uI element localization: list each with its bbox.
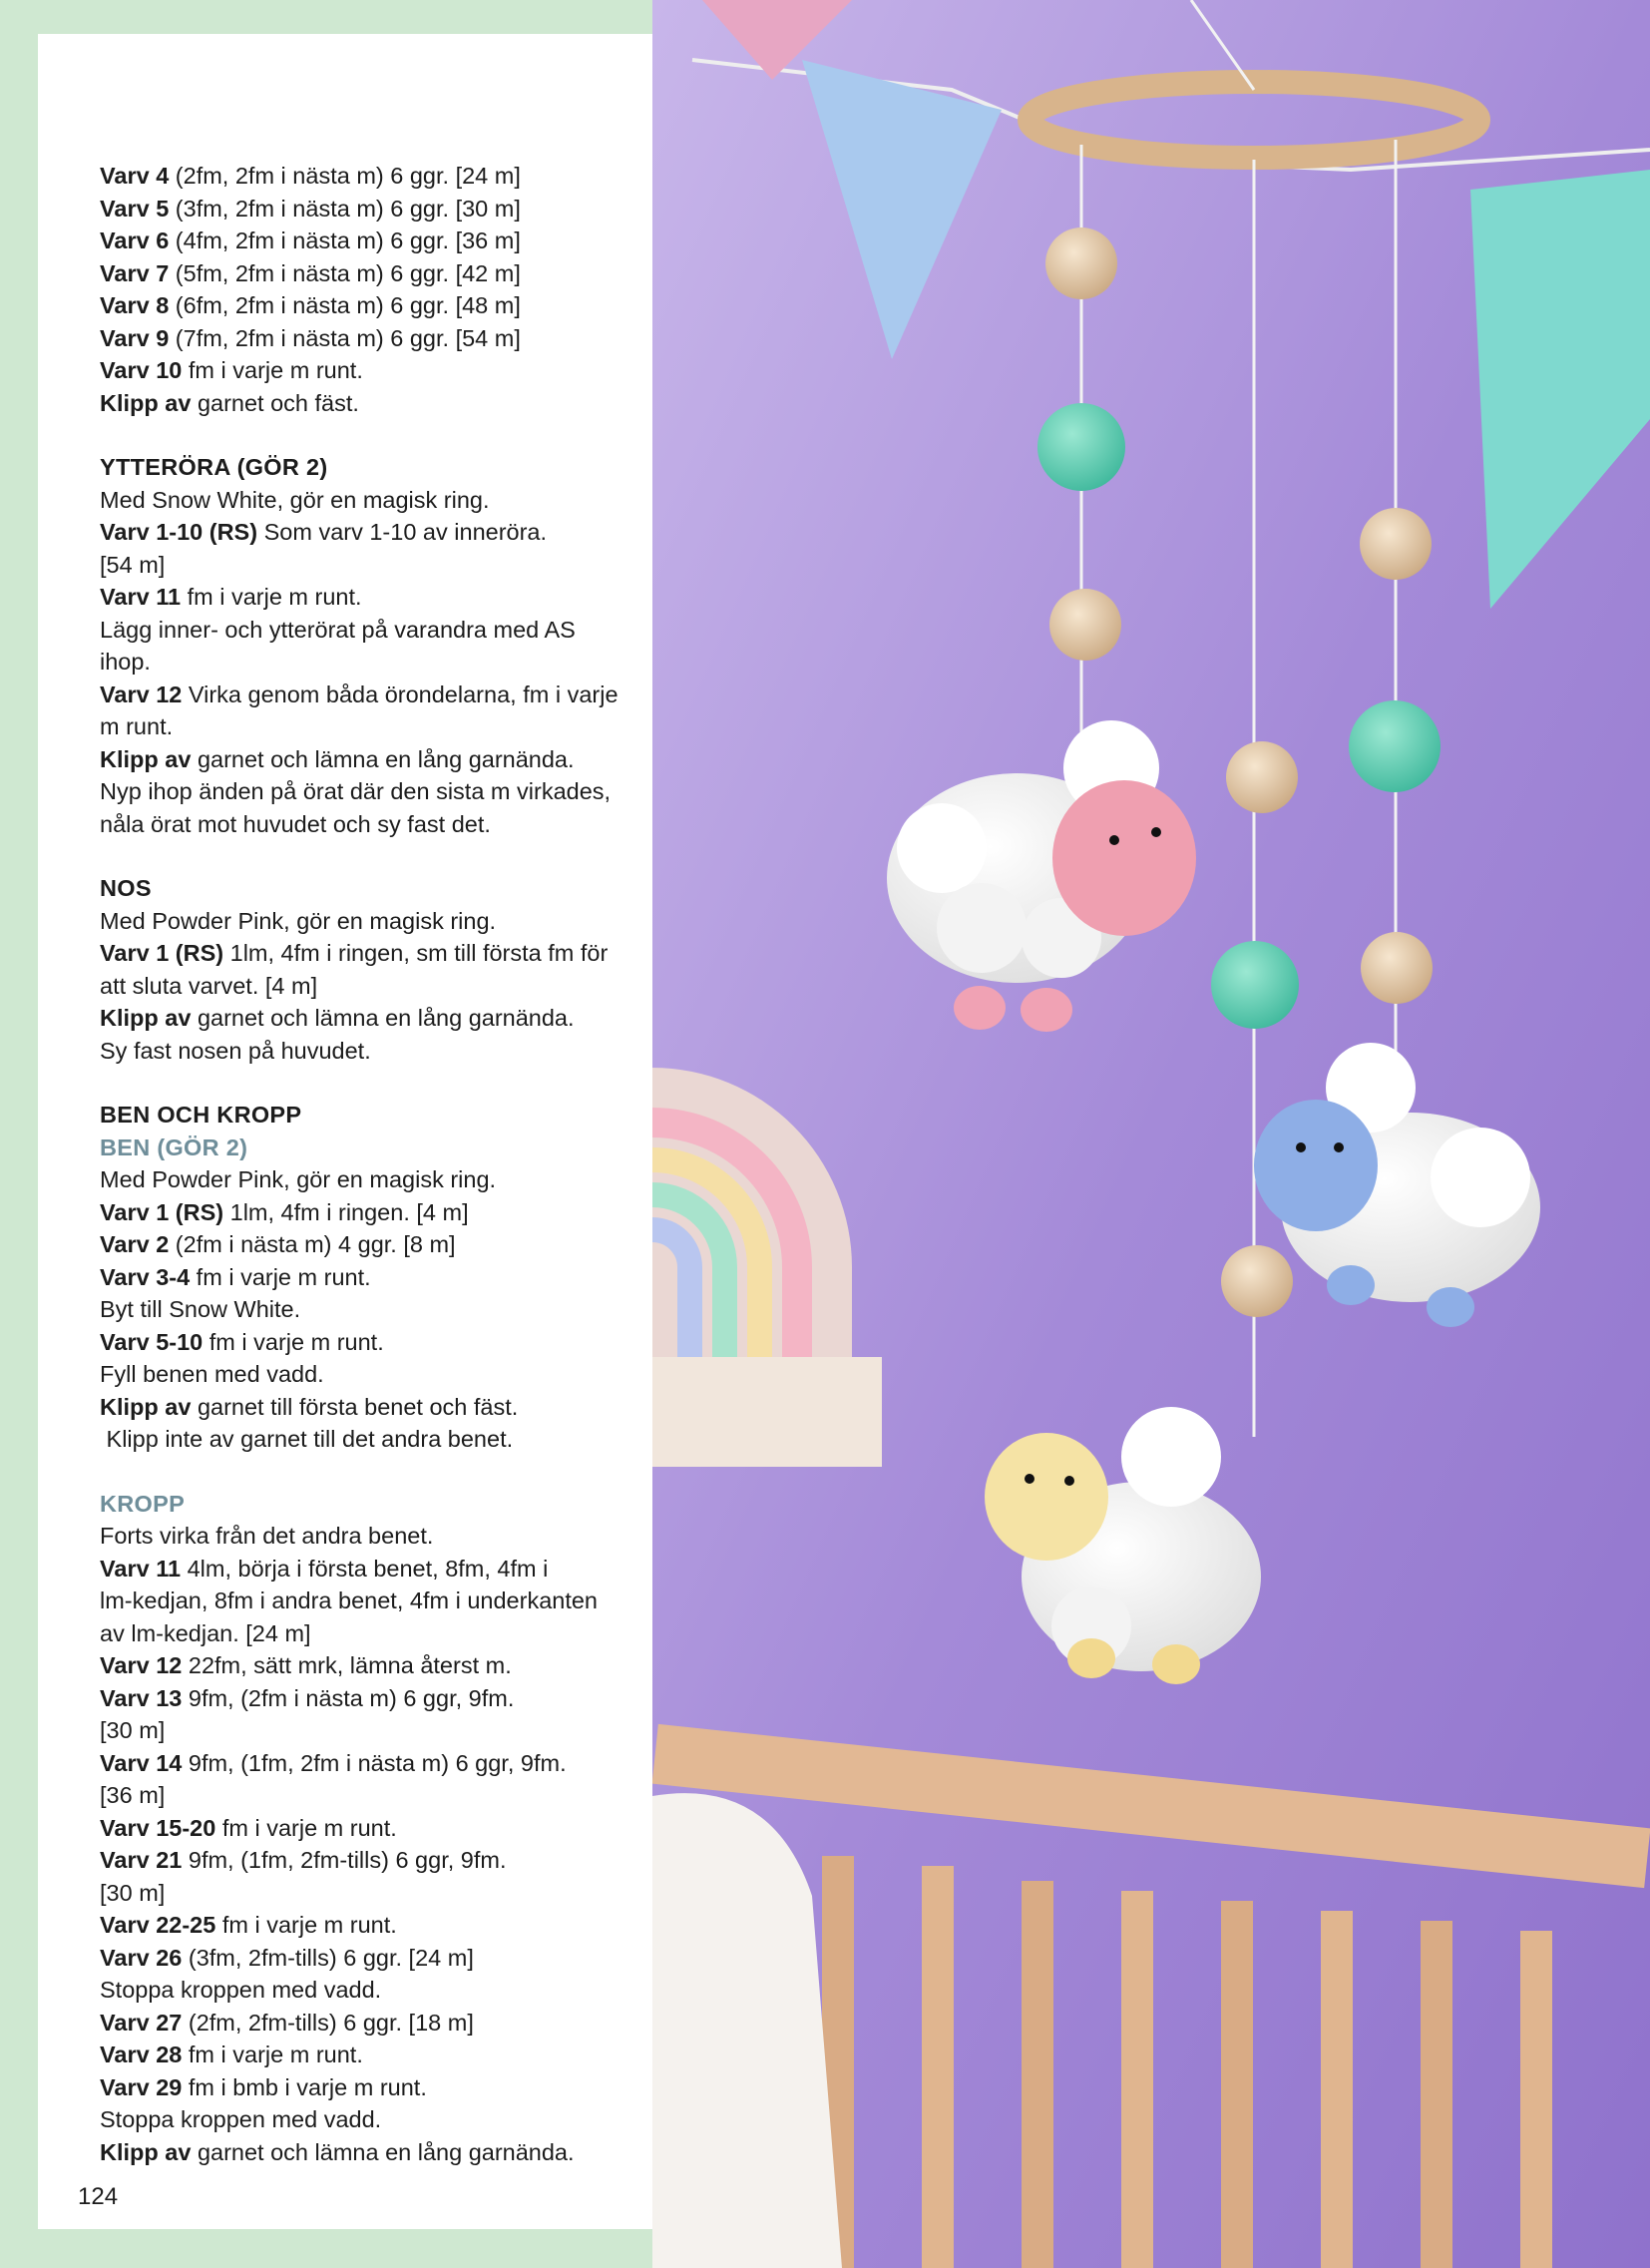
instruction-text: Nyp ihop änden på örat där den sista m virkades,	[100, 778, 612, 804]
instruction-text: Sy fast nosen på huvudet.	[100, 1037, 371, 1064]
instruction-line	[100, 516, 638, 549]
round-label: Varv 22-25	[100, 1912, 216, 1938]
instruction-text: (2fm, 2fm i nästa m) 6 ggr. [24 m]	[169, 163, 521, 189]
mint-crochet-bead	[1211, 941, 1299, 1029]
instruction-text: [30 m]	[100, 1879, 166, 1906]
instruction-text: garnet till första benet och fäst.	[191, 1393, 519, 1420]
round-label: Varv 14	[100, 1749, 183, 1776]
section-heading: NOS	[100, 875, 152, 901]
wooden-bead	[1360, 508, 1432, 580]
section-subheading: KROPP	[100, 1490, 186, 1517]
page-number: 124	[78, 2183, 119, 2210]
instruction-text: fm i varje m runt.	[190, 1263, 371, 1290]
section-heading: BEN OCH KROPP	[100, 1102, 302, 1128]
instruction-text: Stoppa kroppen med vadd.	[100, 2106, 382, 2132]
instruction-line	[100, 581, 638, 614]
instruction-line	[100, 1391, 638, 1424]
wooden-bead	[1226, 741, 1298, 813]
instruction-text: garnet och lämna en lång garnända.	[191, 2138, 575, 2165]
instruction-line	[100, 1326, 638, 1359]
instruction-line	[100, 1682, 638, 1715]
sheep-mobile-photo	[652, 0, 1650, 2268]
instruction-line	[100, 1553, 638, 1586]
mint-crochet-bead	[1349, 700, 1441, 792]
instruction-text: lm-kedjan, 8fm i andra benet, 4fm i underkanten	[100, 1588, 598, 1613]
round-label: Varv 28	[100, 2041, 183, 2067]
instruction-line	[100, 1228, 638, 1261]
instruction-line	[100, 1617, 638, 1650]
instruction-line	[100, 257, 638, 290]
round-label: Varv 1 (RS)	[100, 1198, 224, 1225]
round-label: Varv 11	[100, 584, 182, 610]
round-label: Varv 26	[100, 1944, 183, 1971]
instruction-text: Fyll benen med vadd.	[100, 1361, 324, 1387]
instruction-line	[100, 2071, 638, 2104]
instruction-text: Stoppa kroppen med vadd.	[100, 1977, 382, 2003]
round-label: Varv 12	[100, 680, 183, 707]
wooden-bead	[1049, 589, 1121, 661]
section-subheading: BEN (GÖR 2)	[100, 1134, 248, 1160]
instruction-text: (3fm, 2fm-tills) 6 ggr. [24 m]	[182, 1944, 474, 1971]
instruction-line	[100, 387, 638, 420]
instruction-line	[100, 1812, 638, 1845]
instruction-line	[100, 2039, 638, 2071]
instruction-line	[100, 679, 638, 711]
round-label: Varv 1 (RS)	[100, 940, 224, 966]
instruction-text: (7fm, 2fm i nästa m) 6 ggr. [54 m]	[169, 324, 521, 351]
round-label: Varv 3-4	[100, 1263, 191, 1290]
round-label: Varv 29	[100, 2073, 183, 2100]
wooden-bead	[1221, 1245, 1293, 1317]
instruction-text: 22fm, sätt mrk, lämna återst m.	[182, 1652, 512, 1678]
instruction-text: fm i varje m runt.	[215, 1814, 397, 1841]
round-label: Klipp av	[100, 389, 192, 416]
instruction-line	[100, 2103, 638, 2136]
instruction-line	[100, 1293, 638, 1326]
instruction-line	[100, 1649, 638, 1682]
instruction-line	[100, 1196, 638, 1229]
instruction-text: (3fm, 2fm i nästa m) 6 ggr. [30 m]	[169, 195, 521, 222]
instruction-text: 9fm, (1fm, 2fm-tills) 6 ggr, 9fm.	[182, 1847, 507, 1873]
instruction-line	[100, 937, 638, 970]
instruction-text: [30 m]	[100, 1717, 166, 1743]
instruction-line	[100, 743, 638, 776]
instruction-text: (2fm i nästa m) 4 ggr. [8 m]	[169, 1231, 456, 1257]
instruction-text: (5fm, 2fm i nästa m) 6 ggr. [42 m]	[169, 259, 521, 286]
round-label: Varv 4	[100, 163, 170, 189]
instruction-text: Med Powder Pink, gör en magisk ring.	[100, 1166, 497, 1192]
instruction-text: Lägg inner- och ytterörat på varandra med AS	[100, 616, 576, 643]
instruction-text: (2fm, 2fm-tills) 6 ggr. [18 m]	[182, 2009, 474, 2036]
instruction-line	[100, 1358, 638, 1391]
instruction-line	[100, 1747, 638, 1780]
instruction-line	[100, 808, 638, 841]
instruction-line	[100, 1779, 638, 1812]
instruction-text: fm i varje m runt.	[203, 1328, 384, 1355]
round-label: Varv 1-10 (RS)	[100, 519, 258, 545]
instruction-line	[100, 905, 638, 938]
round-label: Varv 27	[100, 2009, 183, 2036]
round-label: Varv 13	[100, 1684, 183, 1711]
round-label: Varv 2	[100, 1231, 170, 1257]
round-label: Varv 9	[100, 324, 170, 351]
instruction-line	[100, 289, 638, 322]
instruction-line	[100, 1163, 638, 1196]
instruction-line	[100, 970, 638, 1003]
instruction-line	[100, 1942, 638, 1975]
instruction-text: fm i varje m runt.	[215, 1912, 397, 1938]
instruction-text: 9fm, (1fm, 2fm i nästa m) 6 ggr, 9fm.	[182, 1749, 567, 1776]
round-label: Varv 7	[100, 259, 170, 286]
photo-illustration	[652, 0, 1650, 2268]
instruction-line	[100, 646, 638, 679]
instruction-line	[100, 1585, 638, 1617]
instruction-text: Med Powder Pink, gör en magisk ring.	[100, 907, 497, 934]
instruction-line	[100, 710, 638, 743]
round-label: Varv 11	[100, 1555, 182, 1582]
instruction-text: 4lm, börja i första benet, 8fm, 4fm i	[181, 1555, 549, 1582]
instruction-text: garnet och fäst.	[191, 389, 359, 416]
instruction-line	[100, 2136, 638, 2169]
instruction-text: fm i bmb i varje m runt.	[182, 2073, 427, 2100]
instruction-line	[100, 549, 638, 582]
round-label: Varv 15-20	[100, 1814, 216, 1841]
round-label: Klipp av	[100, 2138, 192, 2165]
instruction-line	[100, 322, 638, 355]
instruction-text: 1lm, 4fm i ringen, sm till första fm för	[223, 940, 609, 966]
instruction-line	[100, 1909, 638, 1942]
instruction-line	[100, 1002, 638, 1035]
round-label: Varv 8	[100, 292, 170, 318]
round-label: Klipp av	[100, 745, 192, 772]
wooden-bead	[1045, 227, 1117, 299]
instruction-text: [54 m]	[100, 551, 166, 578]
instruction-text: att sluta varvet. [4 m]	[100, 972, 318, 999]
instruction-line	[100, 1261, 638, 1294]
instruction-text: fm i varje m runt.	[181, 584, 362, 610]
instruction-text: 9fm, (2fm i nästa m) 6 ggr, 9fm.	[182, 1684, 515, 1711]
instruction-text: Som varv 1-10 av inneröra.	[257, 519, 548, 545]
instruction-line	[100, 2007, 638, 2040]
instruction-text: 1lm, 4fm i ringen. [4 m]	[223, 1198, 469, 1225]
instruction-text: nåla örat mot huvudet och sy fast det.	[100, 810, 491, 837]
instruction-text: garnet och lämna en lång garnända.	[191, 745, 575, 772]
section-heading: YTTERÖRA (GÖR 2)	[100, 454, 328, 480]
instruction-line	[100, 1714, 638, 1747]
instruction-text: Byt till Snow White.	[100, 1296, 301, 1322]
instruction-text: fm i varje m runt.	[182, 357, 363, 383]
instruction-text: Forts virka från det andra benet.	[100, 1523, 434, 1549]
instruction-text: (4fm, 2fm i nästa m) 6 ggr. [36 m]	[169, 227, 521, 253]
round-label: Klipp av	[100, 1393, 192, 1420]
instruction-line	[100, 1974, 638, 2007]
instruction-text: m runt.	[100, 713, 174, 739]
instruction-text: fm i varje m runt.	[182, 2041, 363, 2067]
round-label: Varv 5	[100, 195, 170, 222]
instruction-line	[100, 193, 638, 226]
round-label: Varv 21	[100, 1847, 183, 1873]
instruction-text: [36 m]	[100, 1782, 166, 1808]
round-label: Klipp av	[100, 1005, 192, 1031]
instruction-line	[100, 1844, 638, 1877]
instruction-line	[100, 1423, 638, 1456]
mint-crochet-bead	[1037, 403, 1125, 491]
instruction-line	[100, 1035, 638, 1068]
instruction-line	[100, 484, 638, 517]
round-label: Varv 10	[100, 357, 183, 383]
instruction-text: (6fm, 2fm i nästa m) 6 ggr. [48 m]	[169, 292, 521, 318]
instruction-text: garnet och lämna en lång garnända.	[191, 1005, 575, 1031]
wooden-bead	[1361, 932, 1433, 1004]
instruction-line	[100, 160, 638, 193]
instruction-line	[100, 225, 638, 257]
instruction-line	[100, 1877, 638, 1910]
instruction-text: Virka genom båda örondelarna, fm i varje	[182, 680, 619, 707]
instruction-text: ihop.	[100, 649, 151, 675]
instruction-text: Klipp inte av garnet till det andra benet.	[100, 1426, 514, 1452]
instruction-text: Med Snow White, gör en magisk ring.	[100, 486, 490, 513]
instruction-line	[100, 354, 638, 387]
pattern-instructions	[100, 160, 638, 2168]
round-label: Varv 5-10	[100, 1328, 204, 1355]
instruction-line	[100, 614, 638, 647]
instruction-line	[100, 1520, 638, 1553]
instruction-text: av lm-kedjan. [24 m]	[100, 1619, 311, 1646]
round-label: Varv 12	[100, 1652, 183, 1678]
round-label: Varv 6	[100, 227, 170, 253]
instruction-line	[100, 775, 638, 808]
